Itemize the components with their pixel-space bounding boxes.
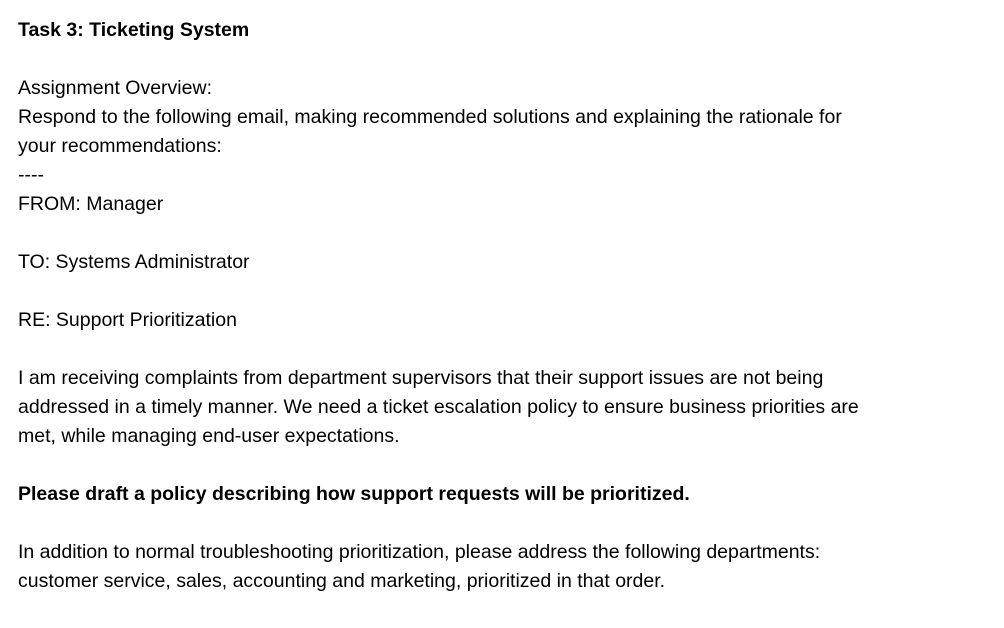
spacer	[18, 45, 993, 74]
task-title: Task 3: Ticketing System	[18, 19, 250, 41]
spacer	[18, 509, 993, 538]
separator: ----	[18, 164, 44, 186]
email-request: Please draft a policy describing how support requests will be prioritized.	[18, 483, 690, 505]
spacer	[18, 219, 993, 248]
overview-text-line-1: Respond to the following email, making recommended solutions and explaining the rationale for	[18, 106, 842, 128]
document	[18, 16, 993, 596]
email-subject: RE: Support Prioritization	[18, 309, 237, 331]
email-to: TO: Systems Administrator	[18, 251, 250, 273]
email-from: FROM: Manager	[18, 193, 164, 215]
spacer	[18, 277, 993, 306]
email-body-line-2: addressed in a timely manner. We need a ticket escalation policy to ensure business priorities are	[18, 396, 859, 418]
overview-text-line-2: your recommendations:	[18, 135, 222, 157]
spacer	[18, 335, 993, 364]
email-closing-line-2: customer service, sales, accounting and marketing, prioritized in that order.	[18, 570, 666, 592]
email-body-line-3: met, while managing end-user expectations.	[18, 425, 400, 447]
overview-heading: Assignment Overview:	[18, 77, 212, 99]
email-closing-line-1: In addition to normal troubleshooting prioritization, please address the following departments:	[18, 541, 821, 563]
spacer	[18, 451, 993, 480]
email-body-line-1: I am receiving complaints from department supervisors that their support issues are not being	[18, 367, 824, 389]
